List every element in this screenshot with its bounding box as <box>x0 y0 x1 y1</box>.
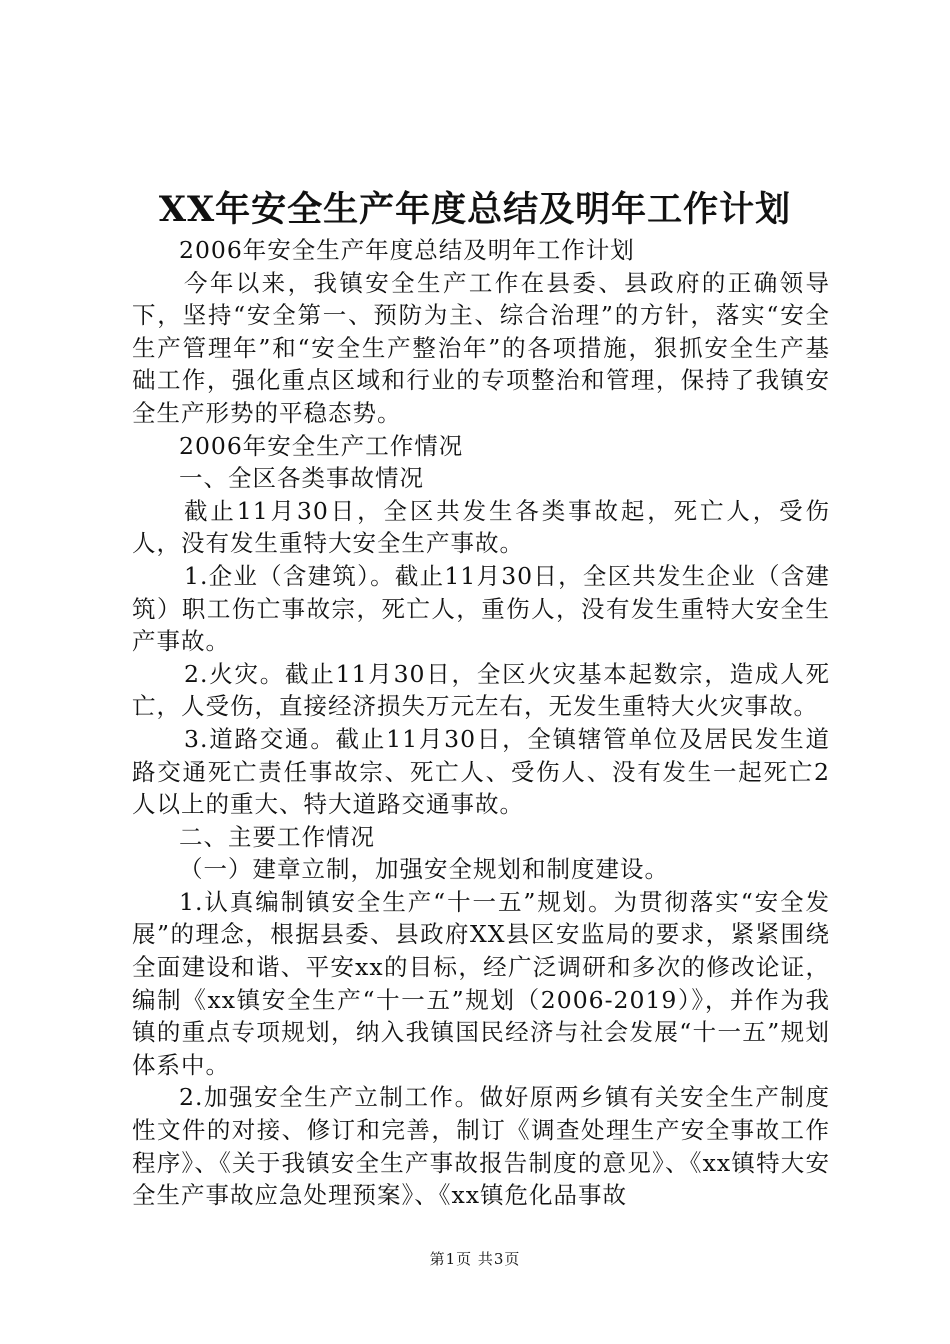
section-heading: 一、全区各类事故情况 <box>179 464 424 493</box>
subsection-heading: （一）建章立制，加强安全规划和制度建设。 <box>179 855 669 884</box>
paragraph: 1.企业（含建筑）。截止11月30日，全区共发生企业（含建筑）职工伤亡事故宗，死亡人，重伤人，没有发生重特大安全生产事故。 <box>132 561 830 656</box>
section-heading: 二、主要工作情况 <box>179 822 375 851</box>
paragraph-intro: 今年以来，我镇安全生产工作在县委、县政府的正确领导下，坚持“安全第一、预防为主、综合治理”的方针，落实“安全生产管理年”和“安全生产整治年”的各项措施，狠抓安全生产基础工作，强化重点区域和行业的专项整治和管理，保持了我镇安全生产形势的平稳态势。 <box>132 268 830 427</box>
document-body <box>132 234 830 1212</box>
paragraph-subtitle: 2006年安全生产年度总结及明年工作计划 <box>179 236 635 264</box>
document-title: XX年安全生产年度总结及明年工作计划 <box>158 189 792 230</box>
paragraph: 2.火灾。截止11月30日，全区火灾基本起数宗，造成人死亡，人受伤，直接经济损失万元左右，无发生重特大火灾事故。 <box>132 659 830 721</box>
paragraph: 3.道路交通。截止11月30日，全镇辖管单位及居民发生道路交通死亡责任事故宗、死亡人、受伤人、没有发生一起死亡2人以上的重大、特大道路交通事故。 <box>132 724 830 819</box>
paragraph: 截止11月30日，全区共发生各类事故起，死亡人，受伤人，没有发生重特大安全生产事故。 <box>132 496 830 558</box>
page-footer: 第1页 共3页 <box>429 1250 521 1268</box>
paragraph: 1.认真编制镇安全生产“十一五”规划。为贯彻落实“安全发展”的理念，根据县委、县政府XX县区安监局的要求，紧紧围绕全面建设和谐、平安xx的目标，经广泛调研和多次的修改论证，编制《xx镇安全生产“十一五”规划（2006-2019）》，并作为我镇的重点专项规划，纳入我镇国民经济与社会发展“十一五”规划体系中。 <box>132 887 830 1079</box>
paragraph: 2.加强安全生产立制工作。做好原两乡镇有关安全生产制度性文件的对接、修订和完善，制订《调查处理生产安全事故工作程序》、《关于我镇安全生产事故报告制度的意见》、《xx镇特大安全生产事故应急处理预案》、《xx镇危化品事故 <box>132 1083 830 1210</box>
section-heading: 2006年安全生产工作情况 <box>179 431 464 460</box>
